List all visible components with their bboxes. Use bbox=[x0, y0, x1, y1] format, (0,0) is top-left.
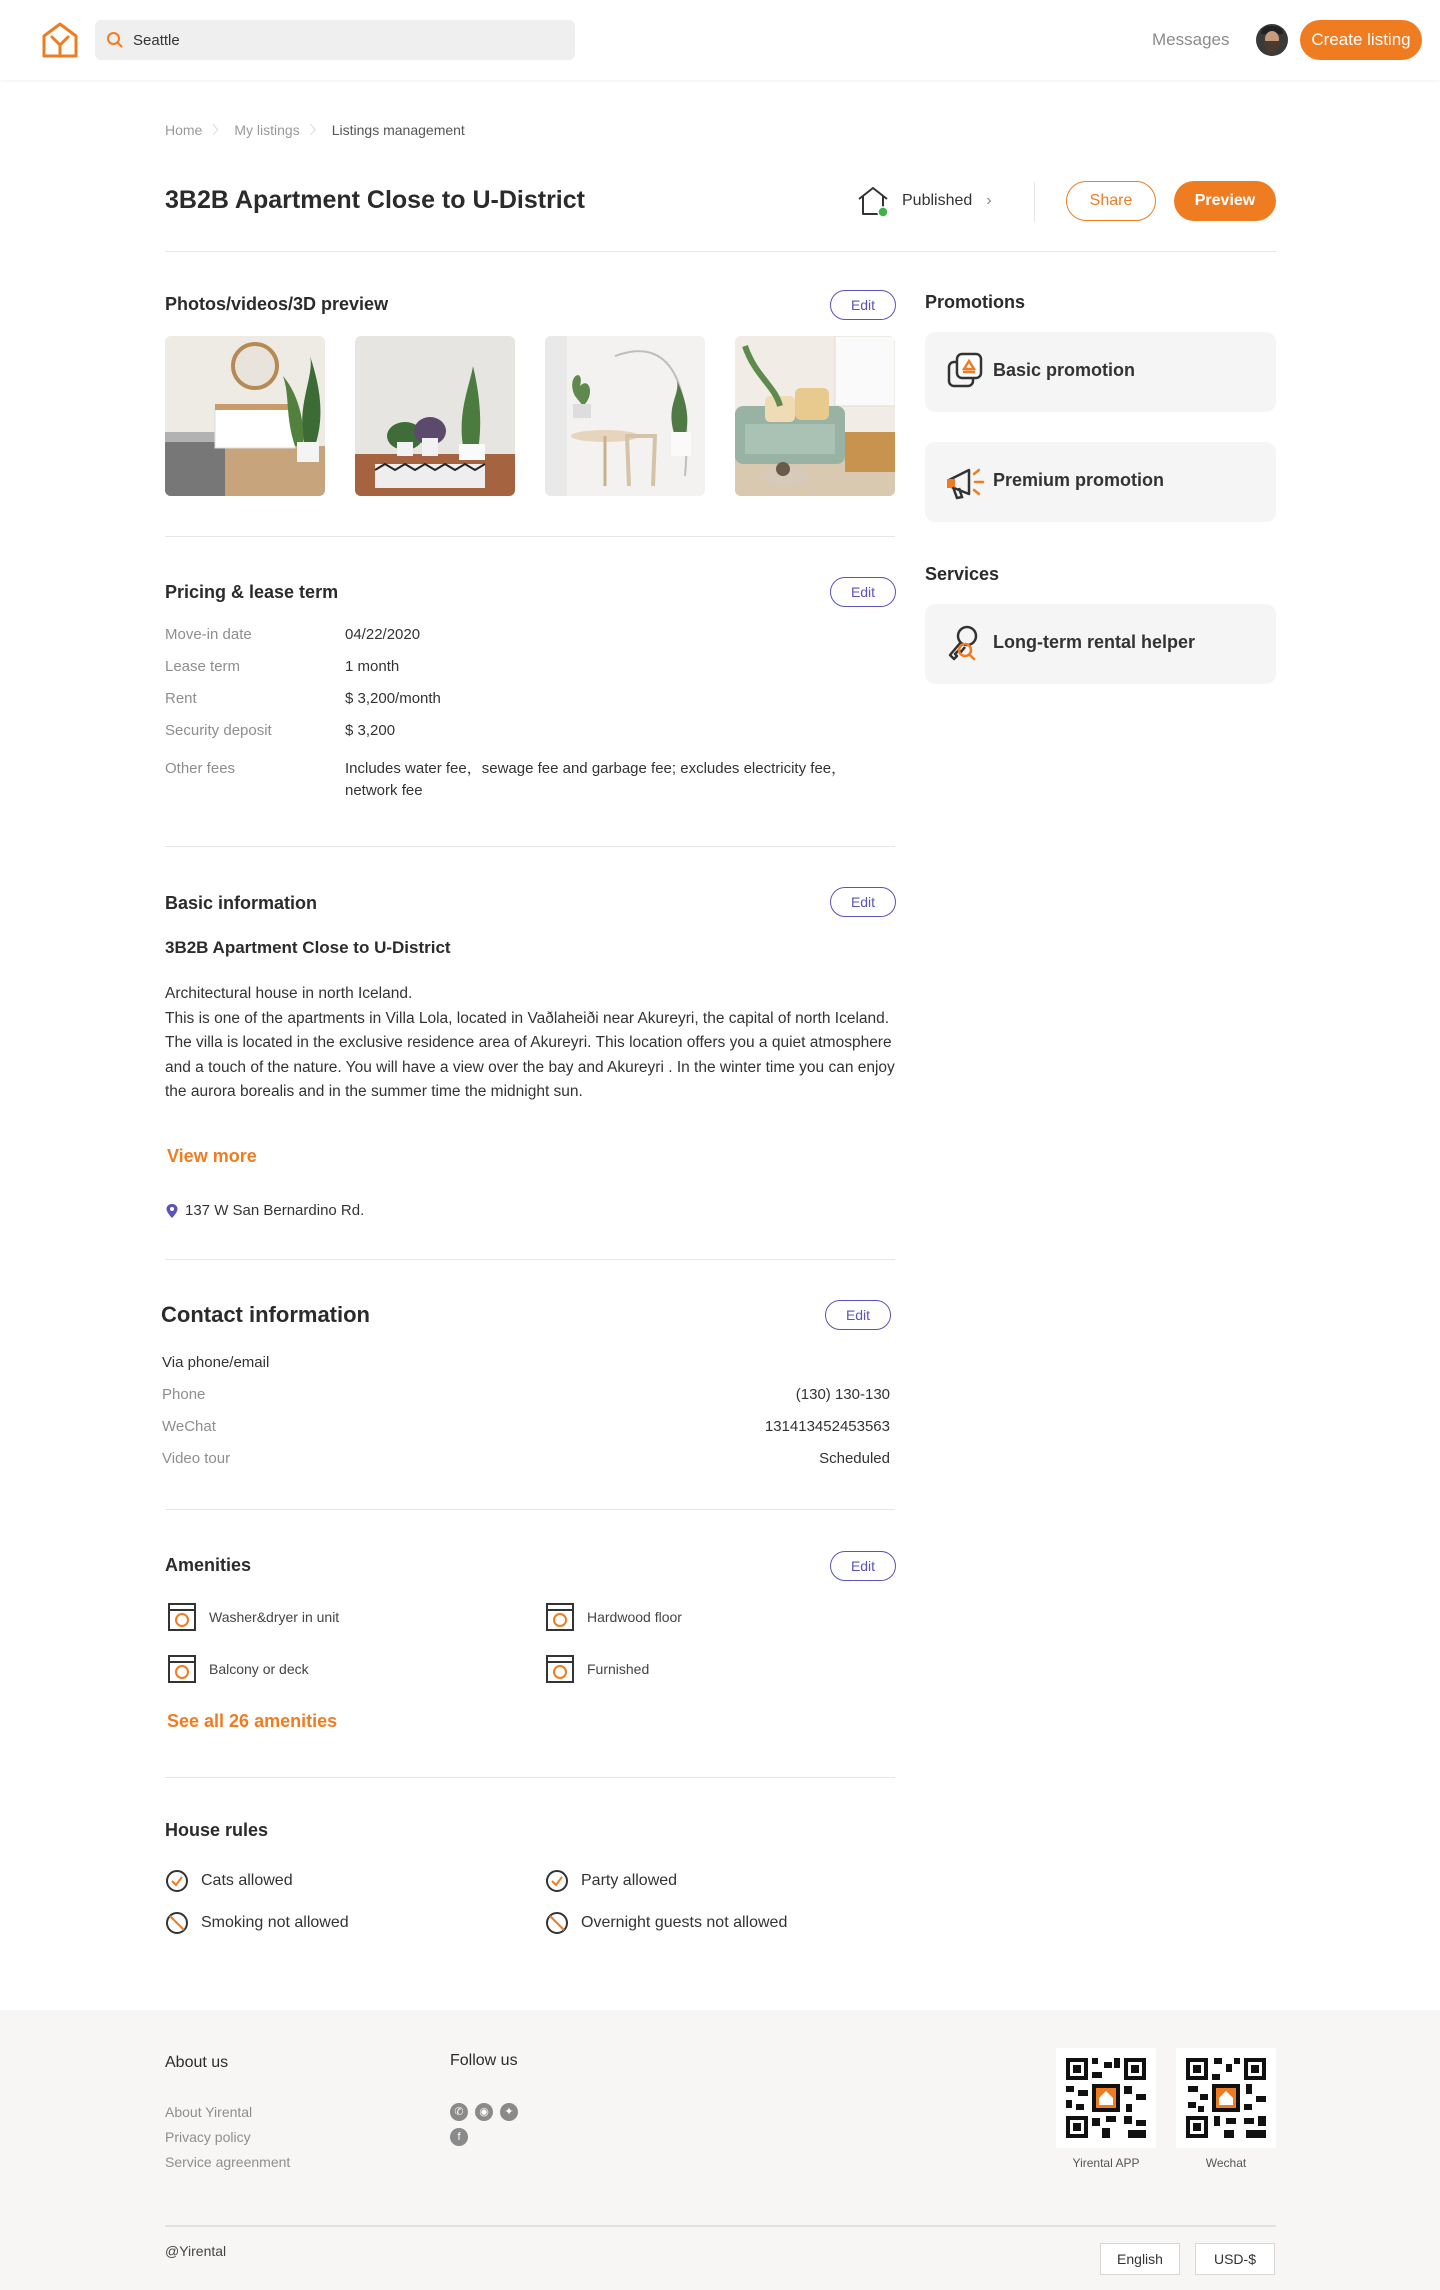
preview-button[interactable]: Preview bbox=[1174, 181, 1276, 221]
security-deposit-value: $ 3,200 bbox=[345, 722, 396, 739]
basic-promotion-card[interactable] bbox=[925, 332, 1276, 412]
wechat-icon[interactable]: ✆ bbox=[450, 2103, 468, 2121]
move-in-date-value: 04/22/2020 bbox=[345, 626, 421, 643]
contact-method: Via phone/email bbox=[162, 1354, 270, 1371]
footer-about-title: About us bbox=[165, 2054, 229, 2071]
photos-section-title: Photos/videos/3D preview bbox=[165, 294, 389, 314]
services-title: Services bbox=[925, 564, 1000, 584]
qr-label-wechat: Wechat bbox=[1205, 2156, 1247, 2170]
divider bbox=[165, 1259, 895, 1260]
move-in-date-label: Move-in date bbox=[165, 626, 252, 643]
balcony-icon bbox=[167, 1654, 197, 1684]
edit-photos-button[interactable]: Edit bbox=[830, 290, 896, 320]
messages-link[interactable]: Messages bbox=[1152, 30, 1230, 49]
hardwood-floor-icon bbox=[545, 1602, 575, 1632]
prohibited-icon bbox=[545, 1911, 569, 1935]
search-bar[interactable] bbox=[95, 20, 575, 60]
promotions-title: Promotions bbox=[925, 292, 1026, 312]
view-more-link[interactable]: View more bbox=[167, 1146, 257, 1166]
footer-link-privacy[interactable]: Privacy policy bbox=[165, 2129, 251, 2145]
house-rule-item bbox=[545, 1869, 677, 1893]
video-tour-label: Video tour bbox=[162, 1450, 231, 1467]
create-listing-button[interactable]: Create listing bbox=[1300, 20, 1422, 60]
wechat-label: WeChat bbox=[162, 1418, 216, 1435]
amenity-item bbox=[545, 1602, 682, 1632]
lease-term-label: Lease term bbox=[165, 658, 241, 675]
breadcrumb-separator-icon: 〉 bbox=[212, 123, 225, 137]
currency-select[interactable]: USD-$ bbox=[1195, 2243, 1275, 2275]
key-search-icon bbox=[943, 622, 987, 666]
footer-link-about[interactable]: About Yirental bbox=[165, 2104, 253, 2120]
contact-section-title: Contact information bbox=[161, 1302, 370, 1327]
listing-photo-dining[interactable] bbox=[545, 336, 705, 496]
house-rule-item bbox=[545, 1911, 787, 1935]
lease-term-value: 1 month bbox=[345, 658, 400, 675]
other-fees-label: Other fees bbox=[165, 760, 236, 777]
see-all-amenities-link[interactable]: See all 26 amenities bbox=[167, 1711, 338, 1731]
basic-promotion-label: Basic promotion bbox=[993, 360, 1136, 380]
footer-follow-title: Follow us bbox=[450, 2052, 518, 2069]
search-icon bbox=[105, 30, 125, 50]
listing-photo-bedroom[interactable] bbox=[165, 336, 325, 496]
check-circle-icon bbox=[165, 1869, 189, 1893]
copyright: @Yirental bbox=[165, 2243, 227, 2259]
address-text: 137 W San Bernardino Rd. bbox=[185, 1202, 365, 1219]
phone-label: Phone bbox=[162, 1386, 206, 1403]
footer-link-service-agreement[interactable]: Service agreenment bbox=[165, 2154, 291, 2170]
location-pin-icon bbox=[165, 1203, 179, 1219]
house-published-icon bbox=[856, 184, 890, 218]
pricing-section-title: Pricing & lease term bbox=[165, 582, 339, 602]
house-rule-label: Smoking not allowed bbox=[201, 1914, 349, 1931]
divider bbox=[1034, 182, 1035, 222]
house-rule-label: Cats allowed bbox=[201, 1872, 293, 1889]
house-rules-section-title: House rules bbox=[165, 1820, 269, 1840]
phone-value: (130) 130-130 bbox=[795, 1386, 890, 1403]
basic-info-section-title: Basic information bbox=[165, 893, 318, 913]
status-dropdown[interactable] bbox=[856, 183, 1006, 219]
amenity-label: Furnished bbox=[587, 1661, 650, 1677]
furnished-icon bbox=[545, 1654, 575, 1684]
security-deposit-label: Security deposit bbox=[165, 722, 272, 739]
status-label: Published bbox=[902, 192, 973, 209]
chevron-right-icon: › bbox=[986, 192, 992, 209]
listing-photo-living-room[interactable] bbox=[735, 336, 895, 496]
prohibited-icon bbox=[165, 1911, 189, 1935]
top-nav bbox=[0, 0, 1440, 80]
breadcrumb bbox=[165, 121, 465, 138]
amenity-item bbox=[167, 1654, 309, 1684]
share-button[interactable]: Share bbox=[1066, 181, 1156, 221]
qr-code-yirental-app bbox=[1056, 2048, 1156, 2148]
divider bbox=[165, 1509, 895, 1510]
premium-promotion-label: Premium promotion bbox=[993, 470, 1165, 490]
edit-basic-info-button[interactable]: Edit bbox=[830, 887, 896, 917]
divider bbox=[165, 251, 1276, 252]
wechat-value: 131413452453563 bbox=[764, 1418, 890, 1435]
video-tour-value: Scheduled bbox=[819, 1450, 890, 1467]
premium-promotion-card[interactable] bbox=[925, 442, 1276, 522]
house-rule-label: Party allowed bbox=[581, 1872, 678, 1889]
listing-name: 3B2B Apartment Close to U-District bbox=[165, 938, 451, 957]
edit-pricing-button[interactable]: Edit bbox=[830, 577, 896, 607]
breadcrumb-separator-icon: 〉 bbox=[309, 123, 322, 137]
rent-label: Rent bbox=[165, 690, 197, 707]
breadcrumb-current: Listings management bbox=[331, 121, 465, 138]
divider bbox=[165, 846, 895, 847]
divider bbox=[165, 1777, 895, 1778]
edit-contact-button[interactable]: Edit bbox=[825, 1300, 891, 1330]
divider bbox=[165, 536, 895, 537]
breadcrumb-my-listings[interactable]: My listings bbox=[234, 121, 300, 138]
edit-amenities-button[interactable]: Edit bbox=[830, 1551, 896, 1581]
facebook-icon[interactable]: f bbox=[450, 2128, 468, 2146]
basic-promotion-icon bbox=[943, 350, 987, 394]
house-rule-item bbox=[165, 1869, 293, 1893]
house-rule-label: Overnight guests not allowed bbox=[581, 1914, 788, 1931]
washer-icon bbox=[167, 1602, 197, 1632]
rental-helper-label: Long-term rental helper bbox=[993, 632, 1196, 652]
address bbox=[165, 1202, 364, 1219]
rent-value: $ 3,200/month bbox=[345, 690, 441, 707]
amenity-label: Washer&dryer in unit bbox=[209, 1609, 340, 1625]
page-title: 3B2B Apartment Close to U-District bbox=[165, 186, 585, 214]
breadcrumb-home[interactable]: Home bbox=[165, 121, 203, 138]
house-rule-item bbox=[165, 1911, 349, 1935]
yirental-logo-icon[interactable] bbox=[40, 20, 80, 60]
listing-description: Architectural house in north Iceland. This is one of the apartments in Villa Lola, located in Vaðlaheiði near Akureyri, the capital of north Iceland. The villa is located in the exclusive residence area of Akureyri. This location offers you a quiet atmosphere and a touch of the nature. You will have a view over the bay and Akureyri . In the winter time you can enjoy the aurora borealis and in the summer time the midnight sun. bbox=[165, 985, 895, 1100]
qr-code-wechat bbox=[1176, 2048, 1276, 2148]
footer-divider bbox=[165, 2225, 1276, 2227]
amenity-label: Hardwood floor bbox=[587, 1609, 682, 1625]
amenity-item bbox=[167, 1602, 339, 1632]
rental-helper-card[interactable] bbox=[925, 604, 1276, 684]
amenity-item bbox=[545, 1654, 649, 1684]
check-circle-icon bbox=[545, 1869, 569, 1893]
amenity-label: Balcony or deck bbox=[209, 1661, 309, 1677]
language-select[interactable]: English bbox=[1100, 2243, 1180, 2275]
search-input[interactable] bbox=[133, 20, 563, 60]
listing-photo-plants[interactable] bbox=[355, 336, 515, 496]
other-fees-value: Includes water fee，sewage fee and garbage fee; excludes electricity fee，network fee bbox=[345, 760, 847, 799]
amenities-section-title: Amenities bbox=[165, 1555, 252, 1575]
qr-label-yirental-app: Yirental APP bbox=[1072, 2156, 1140, 2170]
megaphone-icon bbox=[943, 460, 987, 504]
avatar[interactable] bbox=[1256, 24, 1288, 56]
twitter-icon[interactable]: ✦ bbox=[500, 2103, 518, 2121]
weibo-icon[interactable]: ◉ bbox=[475, 2103, 493, 2121]
